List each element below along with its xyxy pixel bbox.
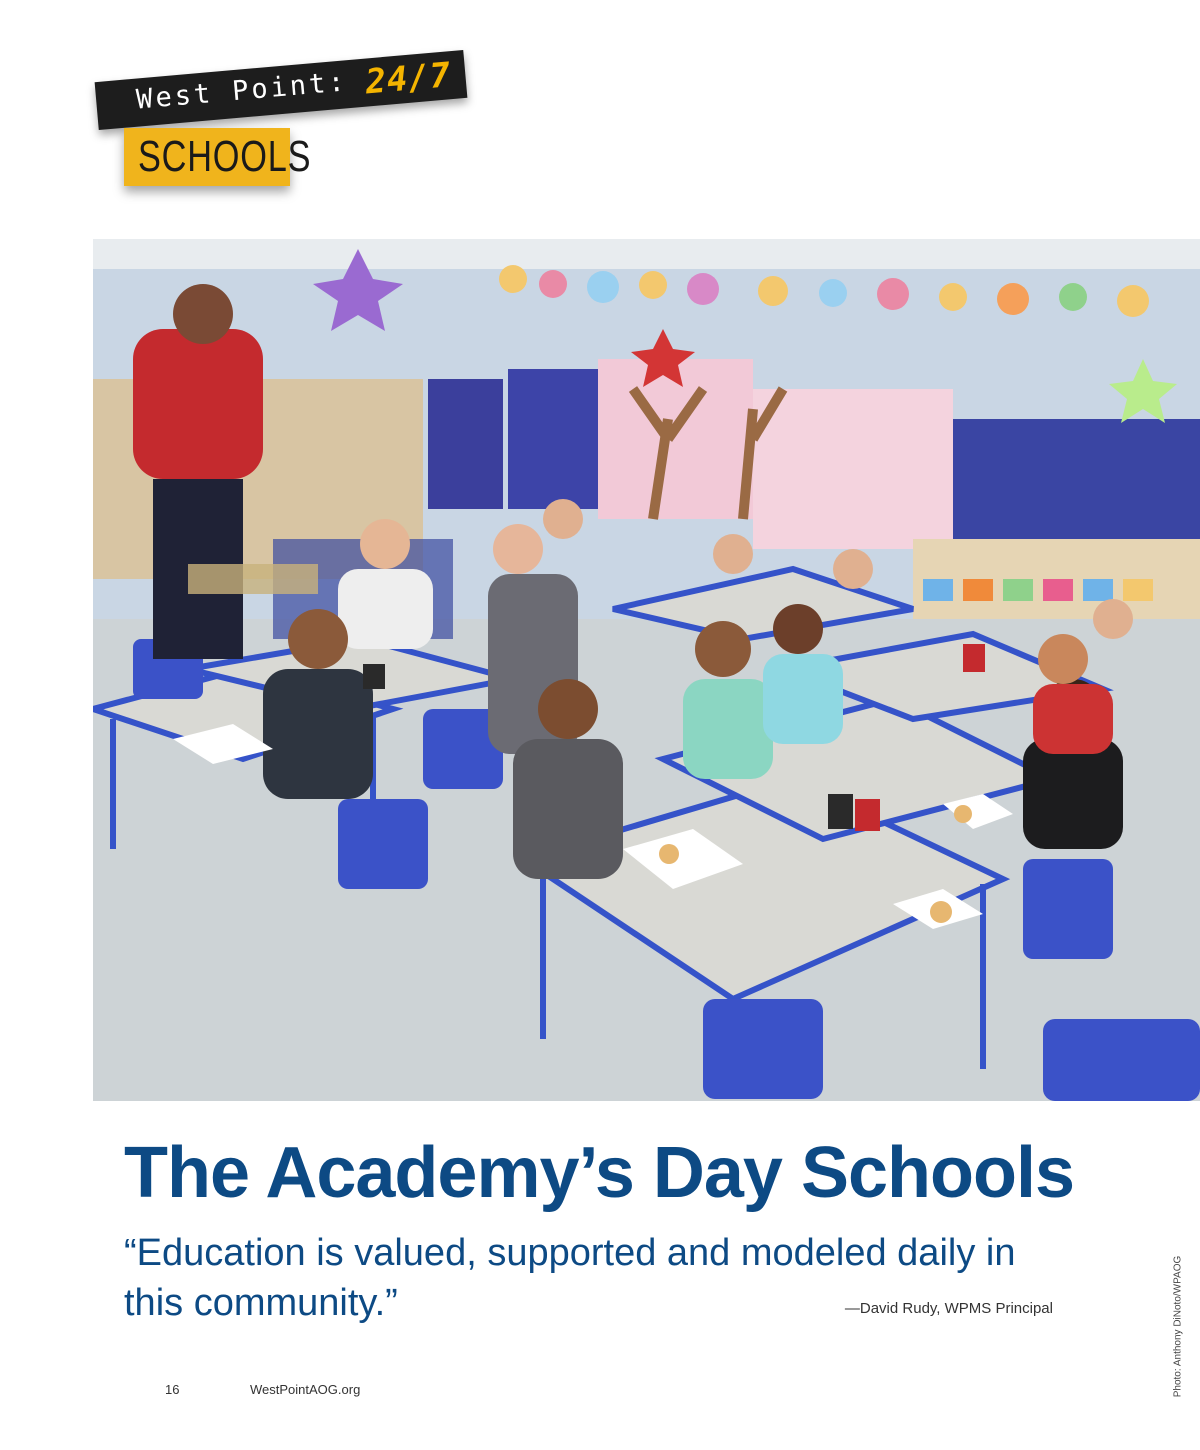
section-label: SCHOOLS (138, 132, 312, 181)
quote-attribution: —David Rudy, WPMS Principal (844, 1300, 1053, 1317)
photo-credit-text: Photo: Anthony DiNoto/WPAOG (1172, 1255, 1184, 1398)
section-tag (124, 128, 312, 186)
series-label: West Point: (134, 66, 349, 116)
series-tape (95, 50, 468, 130)
section-masthead (92, 48, 492, 208)
classroom-photo (93, 239, 1200, 1101)
website-url: WestPointAOG.org (250, 1382, 361, 1397)
photo-credit (1170, 1224, 1184, 1434)
article-title: The Academy’s Day Schools (124, 1133, 1075, 1213)
page-number: 16 (165, 1382, 180, 1397)
pull-quote: “Education is valued, supported and modeled daily in this community.” (124, 1232, 1016, 1324)
series-clock: 24/7 (363, 55, 453, 103)
